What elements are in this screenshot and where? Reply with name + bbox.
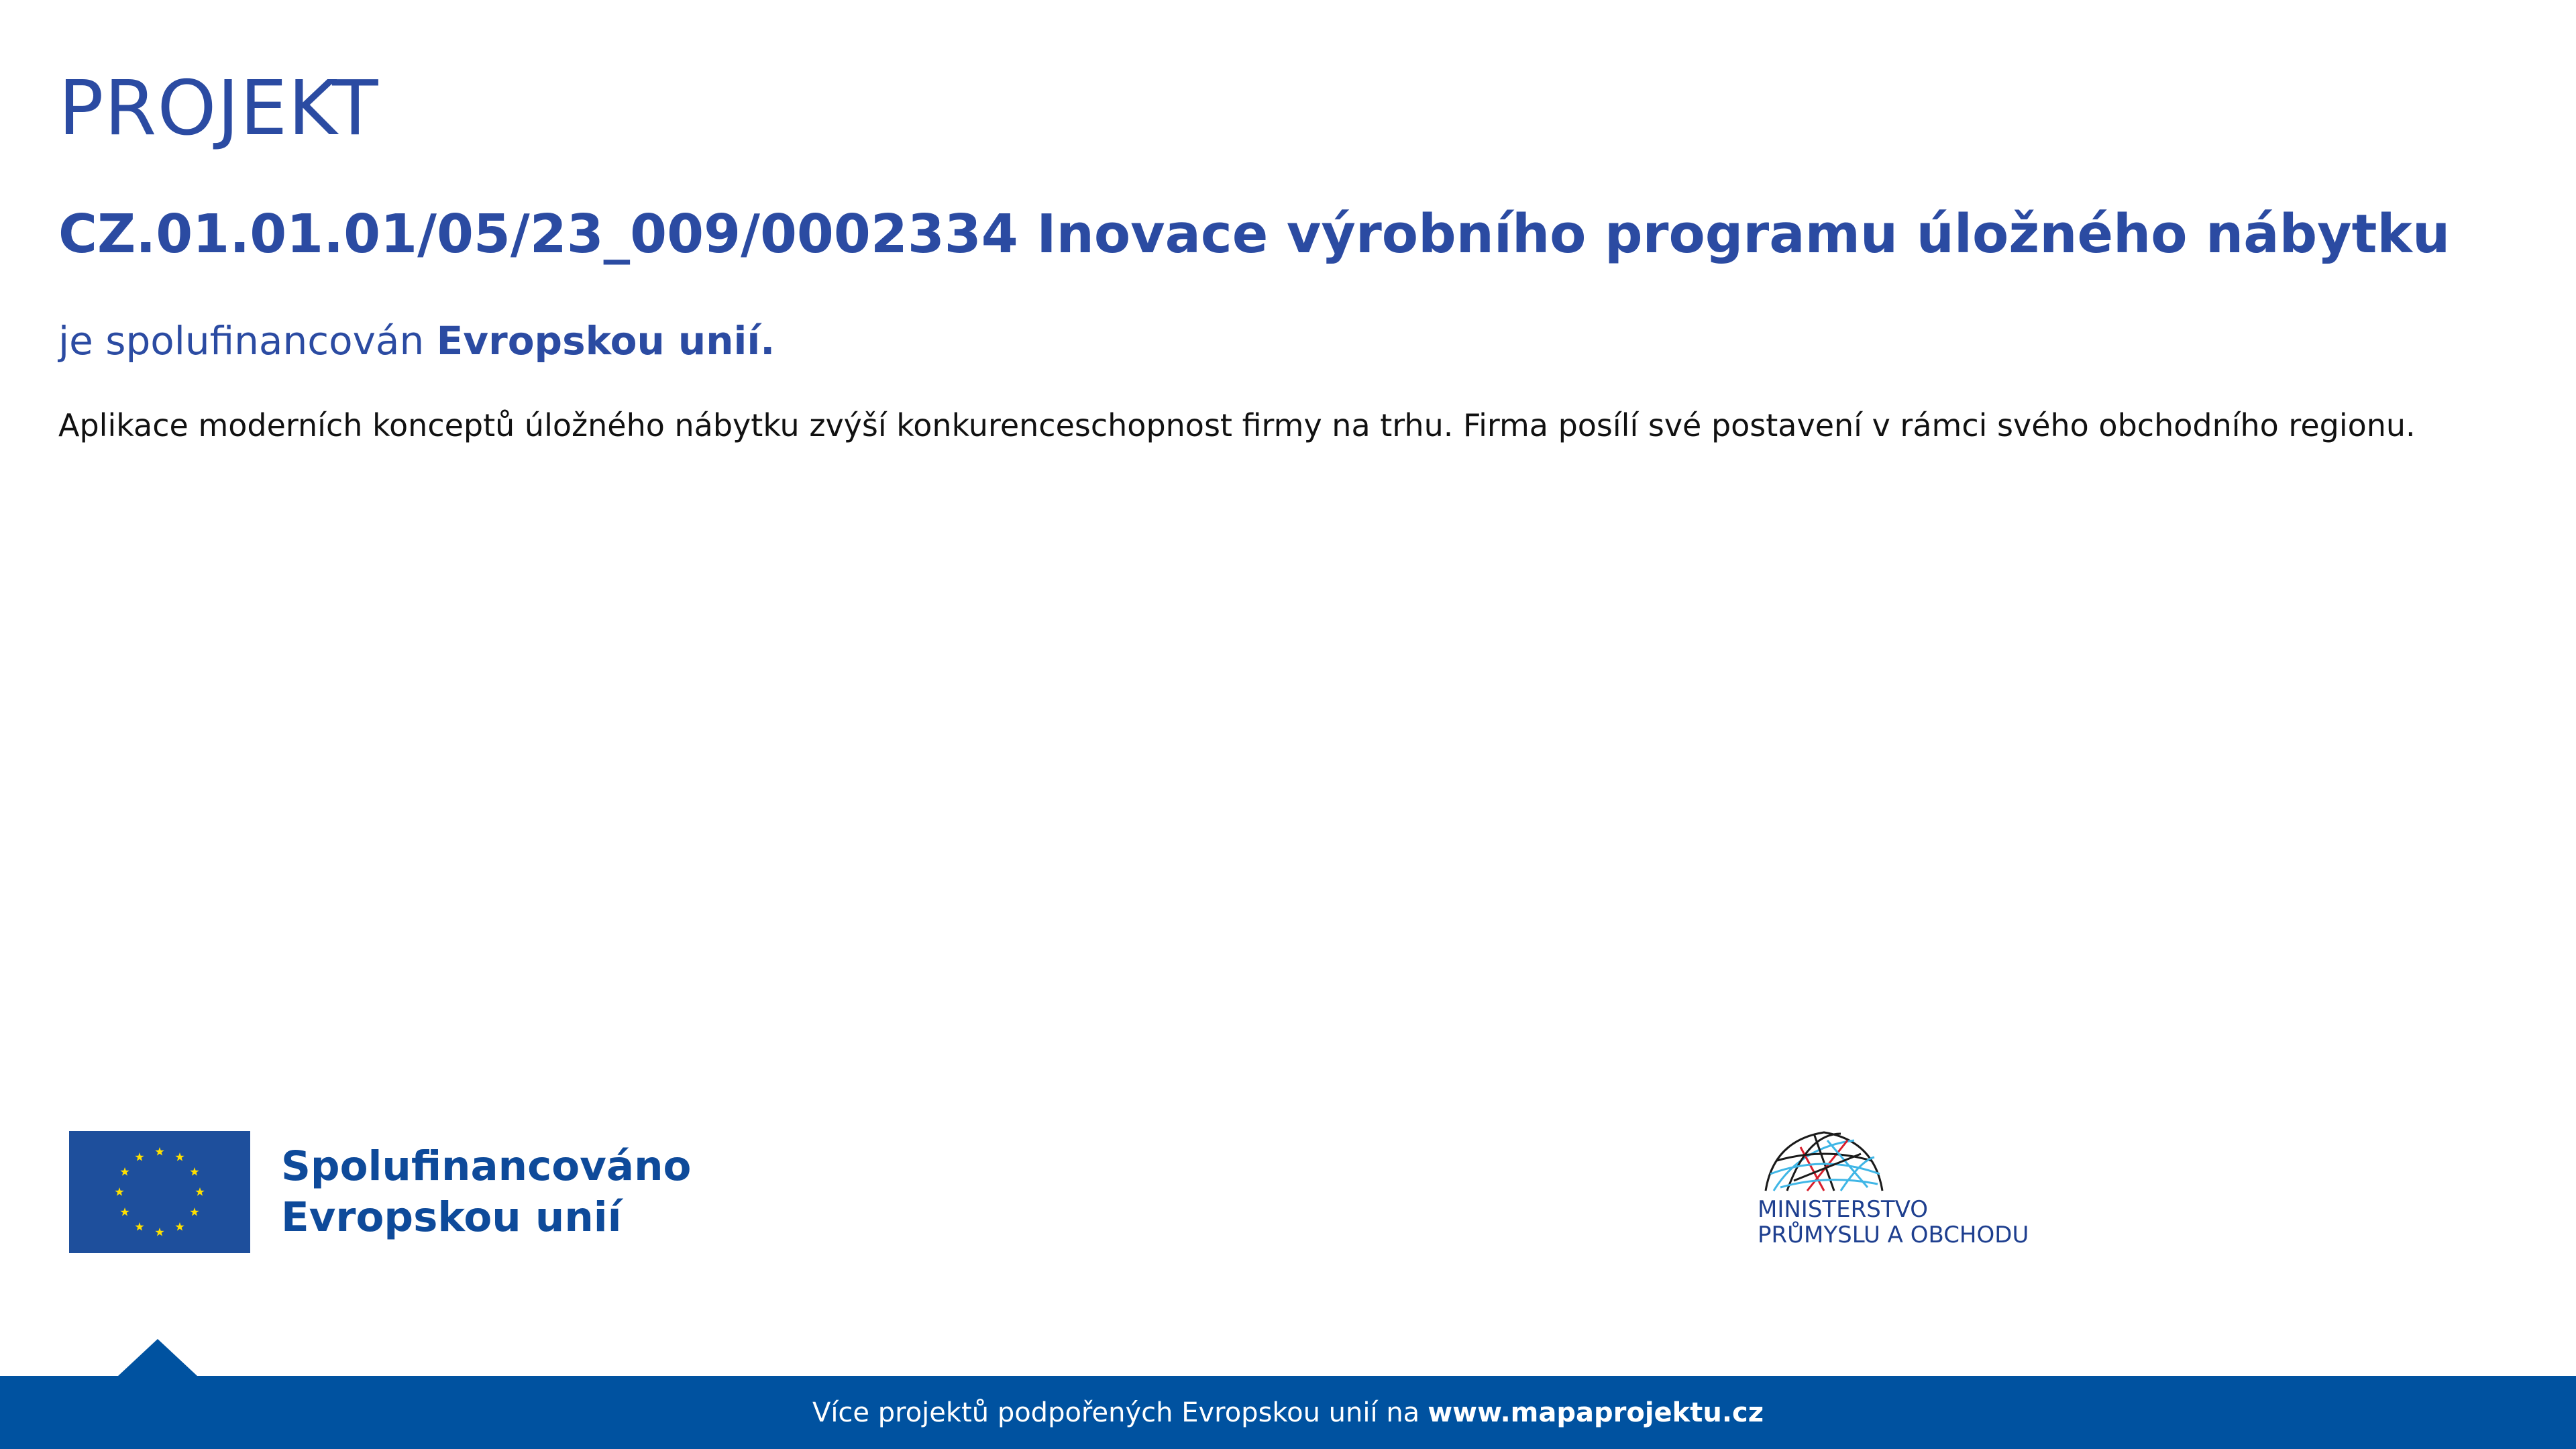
- eu-flag-icon: [69, 1131, 250, 1253]
- ministry-logo: [1758, 1127, 2039, 1248]
- globe-icon: [1760, 1127, 1888, 1194]
- eu-cofinanced-logo: [69, 1131, 691, 1253]
- eu-logo-text: [281, 1141, 691, 1243]
- ministry-logo-line1: MINISTERSTVO: [1758, 1196, 1929, 1223]
- footer-text: Více projektů podpořených Evropskou unií na: [812, 1397, 1420, 1428]
- eu-logo-line2: Evropskou unií: [281, 1193, 622, 1241]
- project-name: CZ.01.01.01/05/23_009/0002334 Inovace výrobního programu úložného nábytku: [58, 203, 2451, 265]
- cofinanced-by: Evropskou unií.: [436, 318, 775, 364]
- project-description: Aplikace moderních konceptů úložného nábytku zvýší konkurenceschopnost firmy na trhu. Firma posílí své postavení v rámci svého obchodního regionu.: [58, 407, 2416, 443]
- page-title: PROJEKT: [58, 65, 379, 152]
- footer-bar: [0, 1376, 2576, 1449]
- cofinanced-statement: [58, 314, 775, 368]
- ministry-logo-line2: PRŮMYSLU A OBCHODU: [1758, 1222, 2029, 1248]
- footer-link[interactable]: www.mapaprojektu.cz: [1428, 1397, 1764, 1428]
- ministry-logo-text: [1758, 1197, 2039, 1248]
- eu-logo-line1: Spolufinancováno: [281, 1142, 692, 1190]
- footer-notch: [117, 1339, 198, 1377]
- cofinanced-prefix: je spolufinancován: [58, 318, 425, 364]
